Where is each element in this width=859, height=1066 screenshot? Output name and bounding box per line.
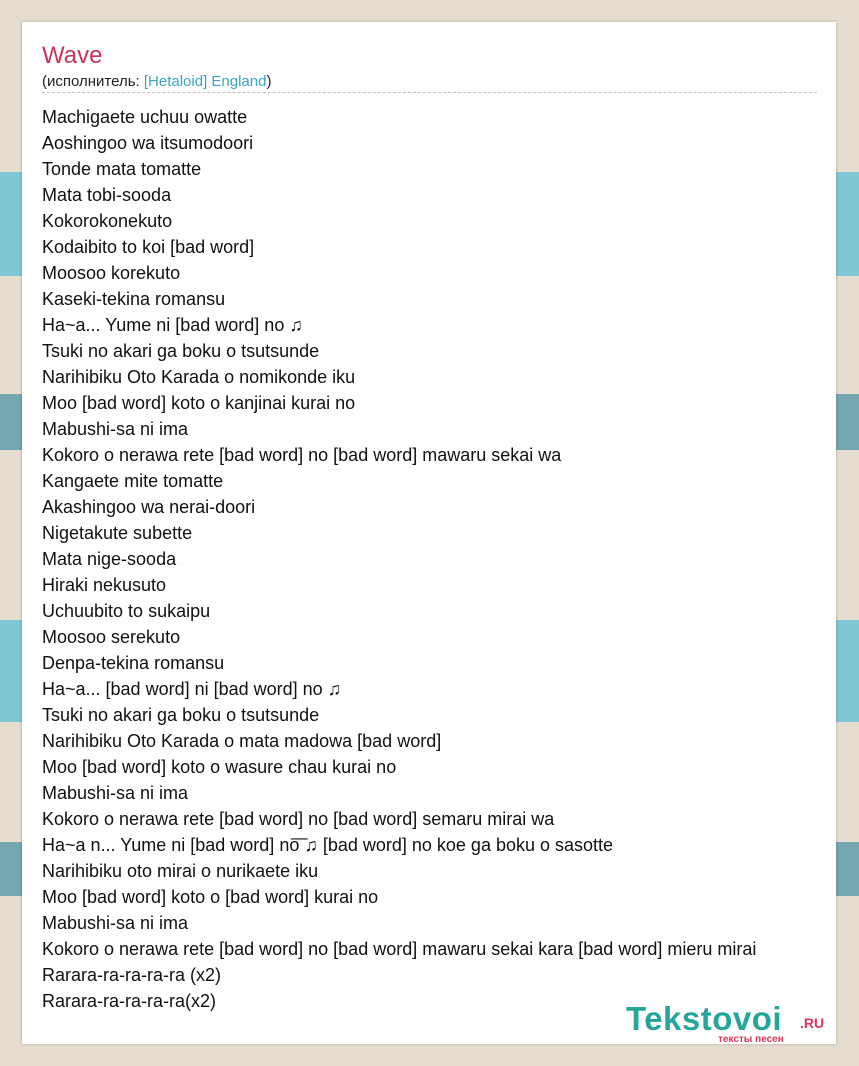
lyric-line: Akashingoo wa nerai-doori <box>42 497 256 517</box>
lyric-line: Kokoro o nerawa rete [bad word] no [bad word] mawaru sekai wa <box>42 445 562 465</box>
lyric-line: Kodaibito to koi [bad word] <box>42 237 255 257</box>
lyric-line: Mabushi-sa ni ima <box>42 783 189 803</box>
lyric-line: Nigetakute subette <box>42 523 193 543</box>
artist-line <box>42 73 271 91</box>
lyric-line: Moo [bad word] koto o wasure chau kurai no <box>42 757 397 777</box>
lyric-line: Ha~a... [bad word] ni [bad word] no ♫ <box>42 679 342 699</box>
lyric-line: Tsuki no akari ga boku o tsutsunde <box>42 341 320 361</box>
lyric-line: Mata tobi-sooda <box>42 185 172 205</box>
lyric-line: Moosoo serekuto <box>42 627 181 647</box>
lyric-line: Kokoro o nerawa rete [bad word] no [bad word] mawaru sekai kara [bad word] mieru mirai <box>42 939 757 959</box>
tekstovoi-logo[interactable] <box>626 1000 826 1046</box>
lyric-line: Kokorokonekuto <box>42 211 173 231</box>
lyric-line: Ha~a... Yume ni [bad word] no ♫ <box>42 315 303 335</box>
lyric-line: Denpa-tekina romansu <box>42 653 225 673</box>
lyric-line: Moo [bad word] koto o kanjinai kurai no <box>42 393 356 413</box>
lyric-line: Narihibiku oto mirai o nurikaete iku <box>42 861 319 881</box>
artist-prefix: (исполнитель: <box>42 73 144 90</box>
lyric-line: Rarara-ra-ra-ra-ra(x2) <box>42 991 217 1011</box>
lyric-line: Uchuubito to sukaipu <box>42 601 211 621</box>
lyric-line: Hiraki nekusuto <box>42 575 167 595</box>
logo-domain: .RU <box>800 1015 825 1031</box>
lyrics-card <box>22 22 836 1044</box>
title-divider <box>42 92 817 93</box>
lyric-line: Tsuki no akari ga boku o tsutsunde <box>42 705 320 725</box>
lyric-line: Mata nige-sooda <box>42 549 177 569</box>
lyric-line: Narihibiku Oto Karada o nomikonde iku <box>42 367 356 387</box>
lyric-line: Narihibiku Oto Karada o mata madowa [bad word] <box>42 731 442 751</box>
song-title: Wave <box>42 42 103 69</box>
lyrics-list <box>42 104 756 1014</box>
lyric-line: Kangaete mite tomatte <box>42 471 224 491</box>
logo-tagline: тексты песен <box>718 1034 784 1045</box>
lyric-line: Kokoro o nerawa rete [bad word] no [bad word] semaru mirai wa <box>42 809 555 829</box>
lyric-line: Moosoo korekuto <box>42 263 181 283</box>
lyric-line: Kaseki-tekina romansu <box>42 289 226 309</box>
lyric-line: Tonde mata tomatte <box>42 159 202 179</box>
artist-suffix: ) <box>266 73 272 90</box>
lyric-line: Mabushi-sa ni ima <box>42 913 189 933</box>
artist-link[interactable]: [Hetaloid] England <box>143 73 267 90</box>
lyric-line: Ha~a n... Yume ni [bad word] no͞ ♫ [bad word] no koe ga boku o sasotte <box>42 835 614 855</box>
lyric-line: Mabushi-sa ni ima <box>42 419 189 439</box>
lyric-line: Aoshingoo wa itsumodoori <box>42 133 254 153</box>
lyric-line: Rarara-ra-ra-ra-ra (x2) <box>42 965 222 985</box>
logo-name: Tekstovoi <box>626 1000 783 1037</box>
lyric-line: Moo [bad word] koto o [bad word] kurai no <box>42 887 379 907</box>
lyric-line: Machigaete uchuu owatte <box>42 107 248 127</box>
